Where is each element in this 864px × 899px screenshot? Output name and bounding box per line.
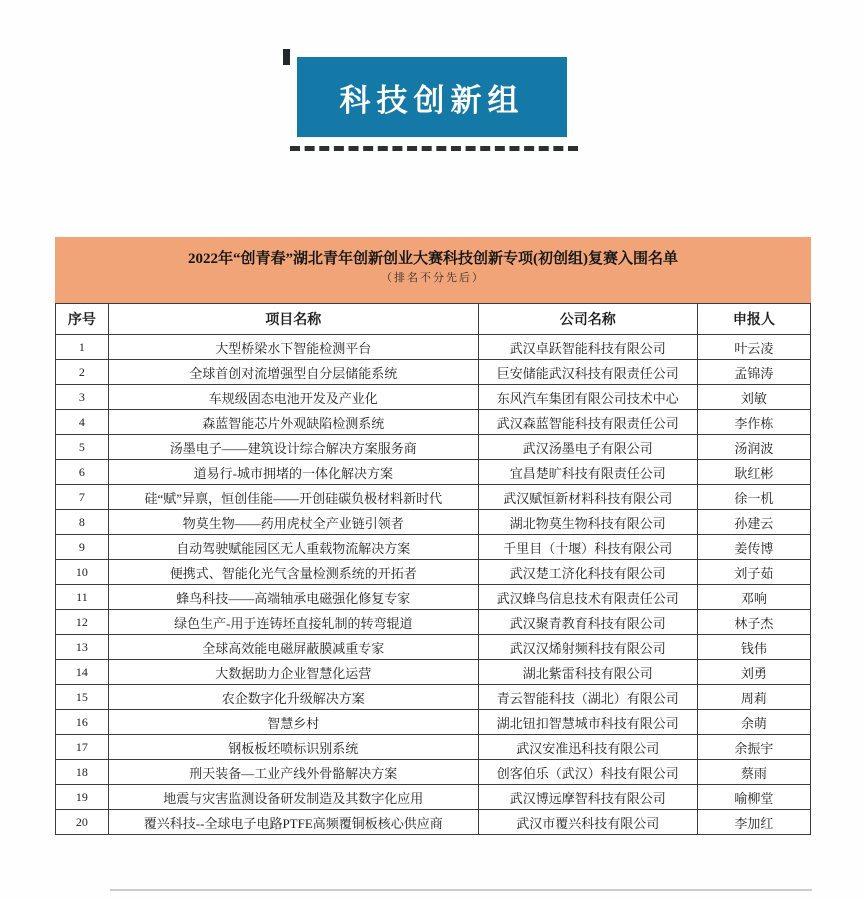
applicant-name-cell: 余萌	[697, 710, 810, 735]
applicant-name-cell: 姜传博	[697, 535, 810, 560]
company-name-cell: 创客伯乐（武汉）科技有限公司	[478, 760, 697, 785]
project-name-cell: 全球高效能电磁屏蔽膜减重专家	[108, 635, 478, 660]
company-name-cell: 湖北物莫生物科技有限公司	[478, 510, 697, 535]
project-name-cell: 车规级固态电池开发及产业化	[108, 385, 478, 410]
applicant-name-cell: 钱伟	[697, 635, 810, 660]
applicant-name-cell: 孙建云	[697, 510, 810, 535]
table-title: 2022年“创青春”湖北青年创新创业大赛科技创新专项(初创组)复赛入围名单	[188, 251, 678, 267]
applicant-name-cell: 刘敏	[697, 385, 810, 410]
row-number-cell: 7	[56, 485, 109, 510]
row-number-cell: 6	[56, 460, 109, 485]
project-name-cell: 智慧乡村	[108, 710, 478, 735]
company-name-cell: 武汉博远摩智科技有限公司	[478, 785, 697, 810]
row-number-cell: 11	[56, 585, 109, 610]
applicant-name-cell: 耿红彬	[697, 460, 810, 485]
row-number-cell: 5	[56, 435, 109, 460]
company-name-cell: 武汉汤墨电子有限公司	[478, 435, 697, 460]
project-name-cell: 农企数字化升级解决方案	[108, 685, 478, 710]
column-header-company: 公司名称	[478, 304, 697, 335]
applicant-name-cell: 徐一机	[697, 485, 810, 510]
applicant-name-cell: 邓响	[697, 585, 810, 610]
table-row	[56, 685, 811, 710]
table-row	[56, 410, 811, 435]
applicant-name-cell: 李作栋	[697, 410, 810, 435]
project-name-cell: 自动驾驶赋能园区无人重载物流解决方案	[108, 535, 478, 560]
project-name-cell: 地震与灾害监测设备研发制造及其数字化应用	[108, 785, 478, 810]
applicant-name-cell: 孟锦涛	[697, 360, 810, 385]
row-number-cell: 15	[56, 685, 109, 710]
table-row	[56, 635, 811, 660]
applicant-name-cell: 叶云凌	[697, 335, 810, 360]
row-number-cell: 10	[56, 560, 109, 585]
table-row	[56, 510, 811, 535]
row-number-cell: 17	[56, 735, 109, 760]
project-name-cell: 硅“赋”异禀，恒创佳能——开创硅碳负极材料新时代	[108, 485, 478, 510]
project-name-cell: 道易行-城市拥堵的一体化解决方案	[108, 460, 478, 485]
company-name-cell: 武汉安准迅科技有限公司	[478, 735, 697, 760]
table-row	[56, 660, 811, 685]
row-number-cell: 3	[56, 385, 109, 410]
table-row	[56, 460, 811, 485]
table-row	[56, 735, 811, 760]
group-banner-label: 科技创新组	[339, 82, 525, 118]
table-subtitle: （排名不分先后）	[381, 272, 485, 284]
table-title-block	[55, 237, 811, 303]
table-row	[56, 610, 811, 635]
applicant-name-cell: 喻柳堂	[697, 785, 810, 810]
row-number-cell: 16	[56, 710, 109, 735]
project-name-cell: 便携式、智能化光气含量检测系统的开拓者	[108, 560, 478, 585]
dashed-divider	[290, 146, 578, 151]
company-name-cell: 武汉卓跃智能科技有限公司	[478, 335, 697, 360]
company-name-cell: 武汉汉烯射频科技有限公司	[478, 635, 697, 660]
applicant-name-cell: 汤润波	[697, 435, 810, 460]
row-number-cell: 18	[56, 760, 109, 785]
project-name-cell: 物莫生物——药用虎杖全产业链引领者	[108, 510, 478, 535]
table-row	[56, 760, 811, 785]
row-number-cell: 4	[56, 410, 109, 435]
row-number-cell: 14	[56, 660, 109, 685]
company-name-cell: 武汉蜂鸟信息技术有限责任公司	[478, 585, 697, 610]
row-number-cell: 20	[56, 810, 109, 835]
company-name-cell: 宜昌楚旷科技有限责任公司	[478, 460, 697, 485]
row-number-cell: 9	[56, 535, 109, 560]
row-number-cell: 12	[56, 610, 109, 635]
table-header-row	[56, 304, 811, 335]
project-name-cell: 刑天装备—工业产线外骨骼解决方案	[108, 760, 478, 785]
company-name-cell: 武汉森蓝智能科技有限责任公司	[478, 410, 697, 435]
applicant-name-cell: 林子杰	[697, 610, 810, 635]
column-header-no: 序号	[56, 304, 109, 335]
table-row	[56, 535, 811, 560]
shortlist-table	[55, 303, 811, 835]
project-name-cell: 覆兴科技--全球电子电路PTFE高频覆铜板核心供应商	[108, 810, 478, 835]
company-name-cell: 武汉市覆兴科技有限公司	[478, 810, 697, 835]
group-banner	[297, 57, 567, 137]
table-row	[56, 710, 811, 735]
table-row	[56, 560, 811, 585]
table-row	[56, 485, 811, 510]
shortlist-table-section	[55, 237, 811, 835]
table-row	[56, 360, 811, 385]
applicant-name-cell: 刘勇	[697, 660, 810, 685]
company-name-cell: 巨安储能武汉科技有限责任公司	[478, 360, 697, 385]
company-name-cell: 武汉聚青教育科技有限公司	[478, 610, 697, 635]
project-name-cell: 森蓝智能芯片外观缺陷检测系统	[108, 410, 478, 435]
project-name-cell: 蜂鸟科技——高端轴承电磁强化修复专家	[108, 585, 478, 610]
table-row	[56, 435, 811, 460]
applicant-name-cell: 李加红	[697, 810, 810, 835]
row-number-cell: 1	[56, 335, 109, 360]
banner-accent-mark	[283, 49, 290, 65]
company-name-cell: 东风汽车集团有限公司技术中心	[478, 385, 697, 410]
table-row	[56, 810, 811, 835]
table-row	[56, 785, 811, 810]
row-number-cell: 8	[56, 510, 109, 535]
company-name-cell: 青云智能科技（湖北）有限公司	[478, 685, 697, 710]
company-name-cell: 湖北紫雷科技有限公司	[478, 660, 697, 685]
project-name-cell: 钢板板坯喷标识别系统	[108, 735, 478, 760]
company-name-cell: 湖北钮扣智慧城市科技有限公司	[478, 710, 697, 735]
row-number-cell: 2	[56, 360, 109, 385]
column-header-project: 项目名称	[108, 304, 478, 335]
project-name-cell: 大数据助力企业智慧化运营	[108, 660, 478, 685]
bottom-page-rule	[110, 889, 812, 891]
company-name-cell: 千里目（十堰）科技有限公司	[478, 535, 697, 560]
table-row	[56, 335, 811, 360]
table-body	[56, 335, 811, 835]
row-number-cell: 13	[56, 635, 109, 660]
applicant-name-cell: 蔡雨	[697, 760, 810, 785]
project-name-cell: 汤墨电子——建筑设计综合解决方案服务商	[108, 435, 478, 460]
table-row	[56, 585, 811, 610]
company-name-cell: 武汉楚工济化科技有限公司	[478, 560, 697, 585]
table-row	[56, 385, 811, 410]
project-name-cell: 全球首创对流增强型自分层储能系统	[108, 360, 478, 385]
applicant-name-cell: 周莉	[697, 685, 810, 710]
project-name-cell: 绿色生产-用于连铸坯直接轧制的转弯辊道	[108, 610, 478, 635]
project-name-cell: 大型桥梁水下智能检测平台	[108, 335, 478, 360]
applicant-name-cell: 余振宇	[697, 735, 810, 760]
applicant-name-cell: 刘子茹	[697, 560, 810, 585]
column-header-applicant: 申报人	[697, 304, 810, 335]
row-number-cell: 19	[56, 785, 109, 810]
company-name-cell: 武汉赋恒新材料科技有限公司	[478, 485, 697, 510]
